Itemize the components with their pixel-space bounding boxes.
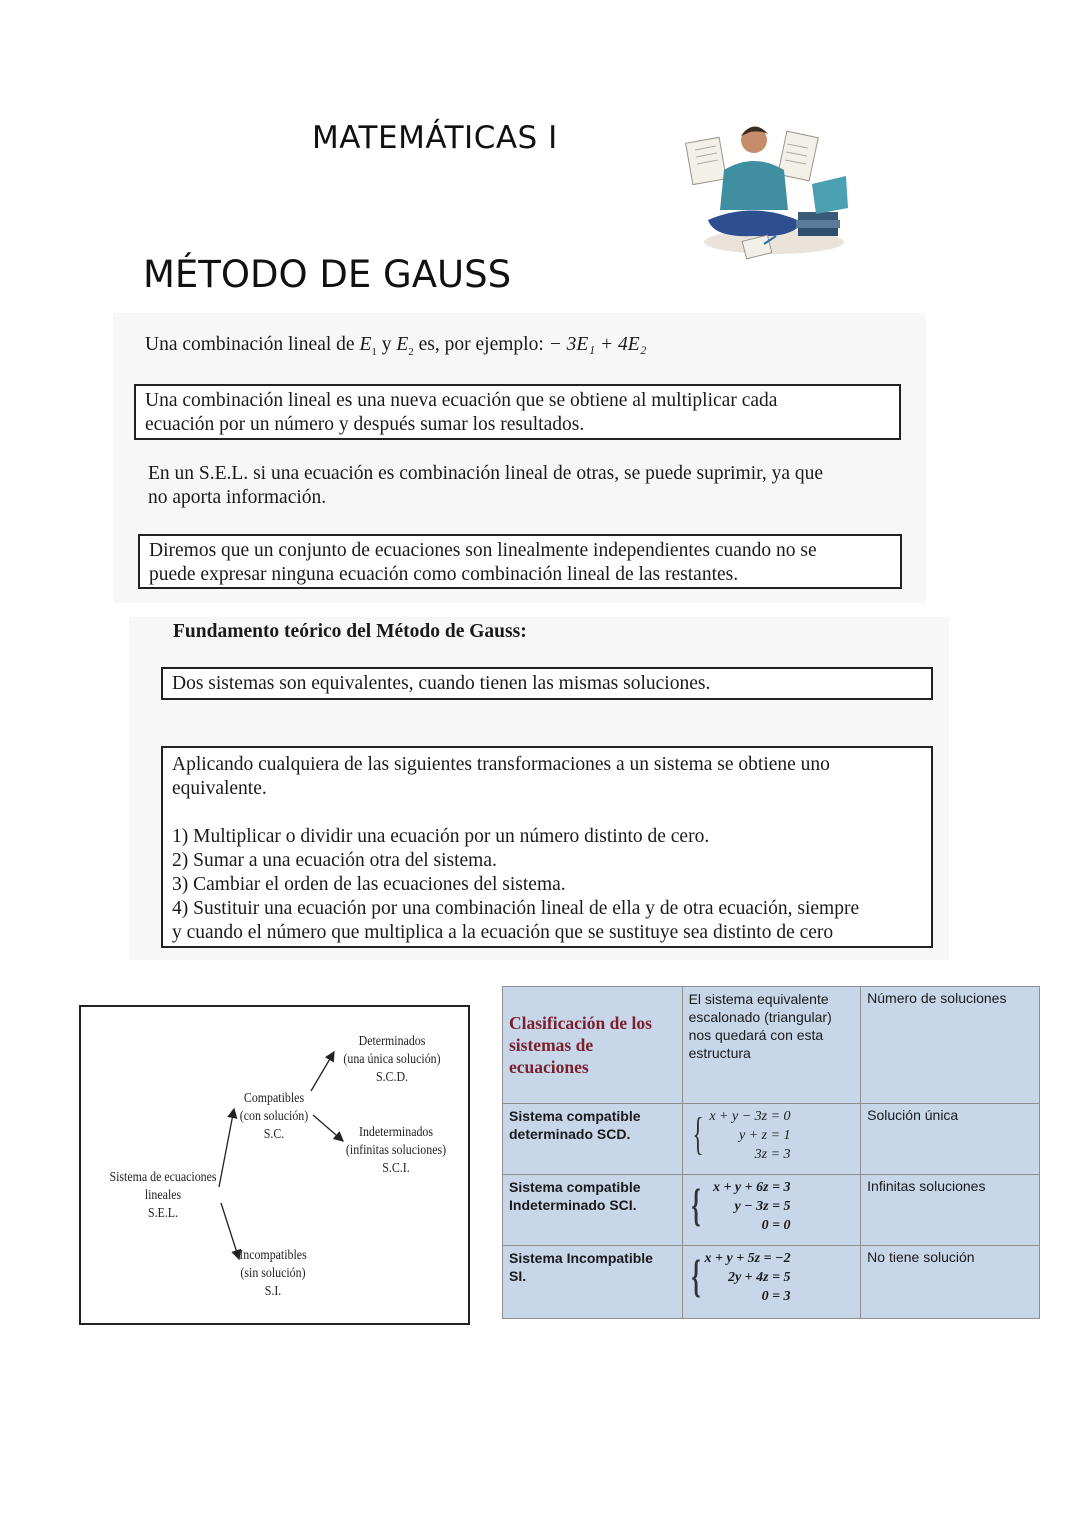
equation: y + z = 1: [739, 1128, 791, 1143]
brace-icon: {: [692, 1108, 704, 1159]
diagram-incompatibles-line: S.I.: [264, 1284, 282, 1299]
equation: 2y + 4z = 5: [727, 1270, 791, 1285]
equation: x + y + 5z = −2: [704, 1251, 791, 1266]
row-solutions-cell: [861, 1246, 1040, 1319]
row-solutions: No tiene solución: [867, 1249, 975, 1265]
definition-line: Una combinación lineal es una nueva ecuación que se obtiene al multiplicar cada: [145, 390, 778, 411]
header-title-line: ecuaciones: [509, 1057, 589, 1077]
row-equations-cell: [682, 1175, 861, 1246]
transformation-item: 2) Sumar a una ecuación otra del sistema.: [172, 850, 497, 871]
equation: 0 = 3: [761, 1289, 791, 1304]
definition-line: ecuación por un número y después sumar los resultados.: [145, 414, 585, 435]
header-solutions: Número de soluciones: [867, 990, 1007, 1006]
equation: 0 = 0: [761, 1218, 791, 1233]
diagram-incompatibles-line: Incompatibles: [239, 1248, 307, 1263]
page-title: MÉTODO DE GAUSS: [143, 253, 512, 296]
arrow-to-compatibles: [219, 1109, 234, 1187]
header-title-cell: [503, 987, 683, 1104]
independence-line: puede expresar ninguna ecuación como combinación lineal de las restantes.: [149, 564, 739, 585]
table-row: [503, 1175, 1040, 1246]
diagram-indeterminados-line: S.C.I.: [382, 1161, 410, 1176]
combination-example: [145, 333, 646, 364]
transformation-item: 4) Sustituir una ecuación por una combinación lineal de ella y de otra ecuación, siempre: [172, 898, 860, 919]
definition-box: [134, 384, 901, 440]
header-solutions-cell: [861, 987, 1040, 1104]
independence-box: [138, 534, 902, 589]
header-structure-line: escalonado (triangular): [688, 1009, 832, 1025]
classification-diagram: [79, 1005, 470, 1325]
row-solutions-cell: [861, 1175, 1040, 1246]
example-y: y: [381, 334, 392, 355]
row-solutions-cell: [861, 1104, 1040, 1175]
diagram-compatibles-line: S.C.: [263, 1127, 285, 1142]
header-title-line: sistemas de: [509, 1035, 594, 1055]
arrow-to-determinados: [311, 1052, 334, 1091]
subject-title: MATEMÁTICAS I: [312, 120, 558, 156]
diagram-root-line: S.E.L.: [147, 1206, 179, 1221]
sel-paragraph: [148, 462, 823, 510]
equation: x + y + 6z = 3: [712, 1180, 791, 1195]
diagram-arrows: [81, 1007, 468, 1323]
row-name-line: Sistema Incompatible: [509, 1250, 653, 1266]
row-equations-cell: [682, 1104, 861, 1175]
diagram-determinados-line: S.C.D.: [375, 1070, 409, 1085]
fundamento-heading: Fundamento teórico del Método de Gauss:: [173, 621, 527, 642]
row-name-line: Sistema compatible: [509, 1108, 641, 1124]
transformation-item: y cuando el número que multiplica a la ecuación que se sustituye sea distinto de cero: [172, 922, 834, 943]
diagram-determinados-line: Determinados: [358, 1034, 426, 1049]
example-prefix: Una combinación lineal de: [145, 334, 355, 355]
example-suffix: es, por ejemplo:: [418, 334, 544, 355]
transformations-box: [161, 746, 933, 948]
row-name-cell: [503, 1175, 683, 1246]
transformations-intro: equivalente.: [172, 778, 267, 799]
header-structure-line: El sistema equivalente: [688, 991, 829, 1007]
transformation-item: 3) Cambiar el orden de las ecuaciones del sistema.: [172, 874, 566, 895]
example-e1-sub: 1: [371, 345, 377, 358]
header-structure-cell: [682, 987, 861, 1104]
example-e1: E: [359, 334, 372, 355]
transformation-item: 1) Multiplicar o dividir una ecuación por un número distinto de cero.: [172, 826, 710, 847]
independence-line: Diremos que un conjunto de ecuaciones son linealmente independientes cuando no se: [149, 540, 817, 561]
equivalence-text: Dos sistemas son equivalentes, cuando tienen las mismas soluciones.: [172, 673, 711, 694]
diagram-incompatibles-line: (sin solución): [240, 1266, 306, 1281]
arrow-to-incompatibles: [221, 1203, 239, 1259]
transformations-intro: Aplicando cualquiera de las siguientes transformaciones a un sistema se obtiene uno: [172, 754, 830, 775]
equation: x + y − 3z = 0: [709, 1109, 791, 1124]
arrow-to-indeterminados: [313, 1115, 343, 1141]
diagram-determinados-line: (una única solución): [343, 1052, 441, 1067]
example-e2: E: [396, 334, 409, 355]
table-row: [503, 1246, 1040, 1319]
row-solutions: Solución única: [867, 1107, 959, 1123]
classification-table: [502, 986, 1040, 1319]
row-name-cell: [503, 1104, 683, 1175]
table-row: [503, 1104, 1040, 1175]
equation: y − 3z = 5: [734, 1199, 791, 1214]
row-name-line: Indeterminado SCI.: [509, 1197, 637, 1213]
row-name-line: SI.: [509, 1268, 527, 1284]
diagram-root-line: Sistema de ecuaciones: [109, 1170, 217, 1185]
sel-line: En un S.E.L. si una ecuación es combinación lineal de otras, se puede suprimir, ya que: [148, 463, 824, 484]
row-equations-cell: [682, 1246, 861, 1319]
header-structure-line: estructura: [688, 1045, 751, 1061]
example-formula: − 3E₁ + 4E₂: [548, 334, 647, 355]
diagram-compatibles-line: Compatibles: [243, 1091, 305, 1106]
brace-icon: {: [691, 1179, 701, 1230]
diagram-indeterminados-line: Indeterminados: [358, 1125, 434, 1140]
table-header-row: [503, 987, 1040, 1104]
sel-line: no aporta información.: [148, 487, 327, 508]
equation: 3z = 3: [754, 1147, 791, 1162]
example-e2-sub: 2: [408, 345, 414, 358]
diagram-compatibles-line: (con solución): [239, 1109, 309, 1124]
diagram-indeterminados-line: (infinitas soluciones): [345, 1143, 447, 1158]
brace-icon: {: [691, 1250, 701, 1301]
row-name-cell: [503, 1246, 683, 1319]
header-structure-line: nos quedará con esta: [688, 1027, 824, 1043]
student-illustration: [684, 112, 859, 267]
equivalence-box: [161, 667, 933, 700]
row-name-line: determinado SCD.: [509, 1126, 631, 1142]
header-title-line: Clasificación de los: [509, 1013, 652, 1033]
row-solutions: Infinitas soluciones: [867, 1178, 986, 1194]
row-name-line: Sistema compatible: [509, 1179, 641, 1195]
diagram-root-line: lineales: [144, 1188, 182, 1203]
